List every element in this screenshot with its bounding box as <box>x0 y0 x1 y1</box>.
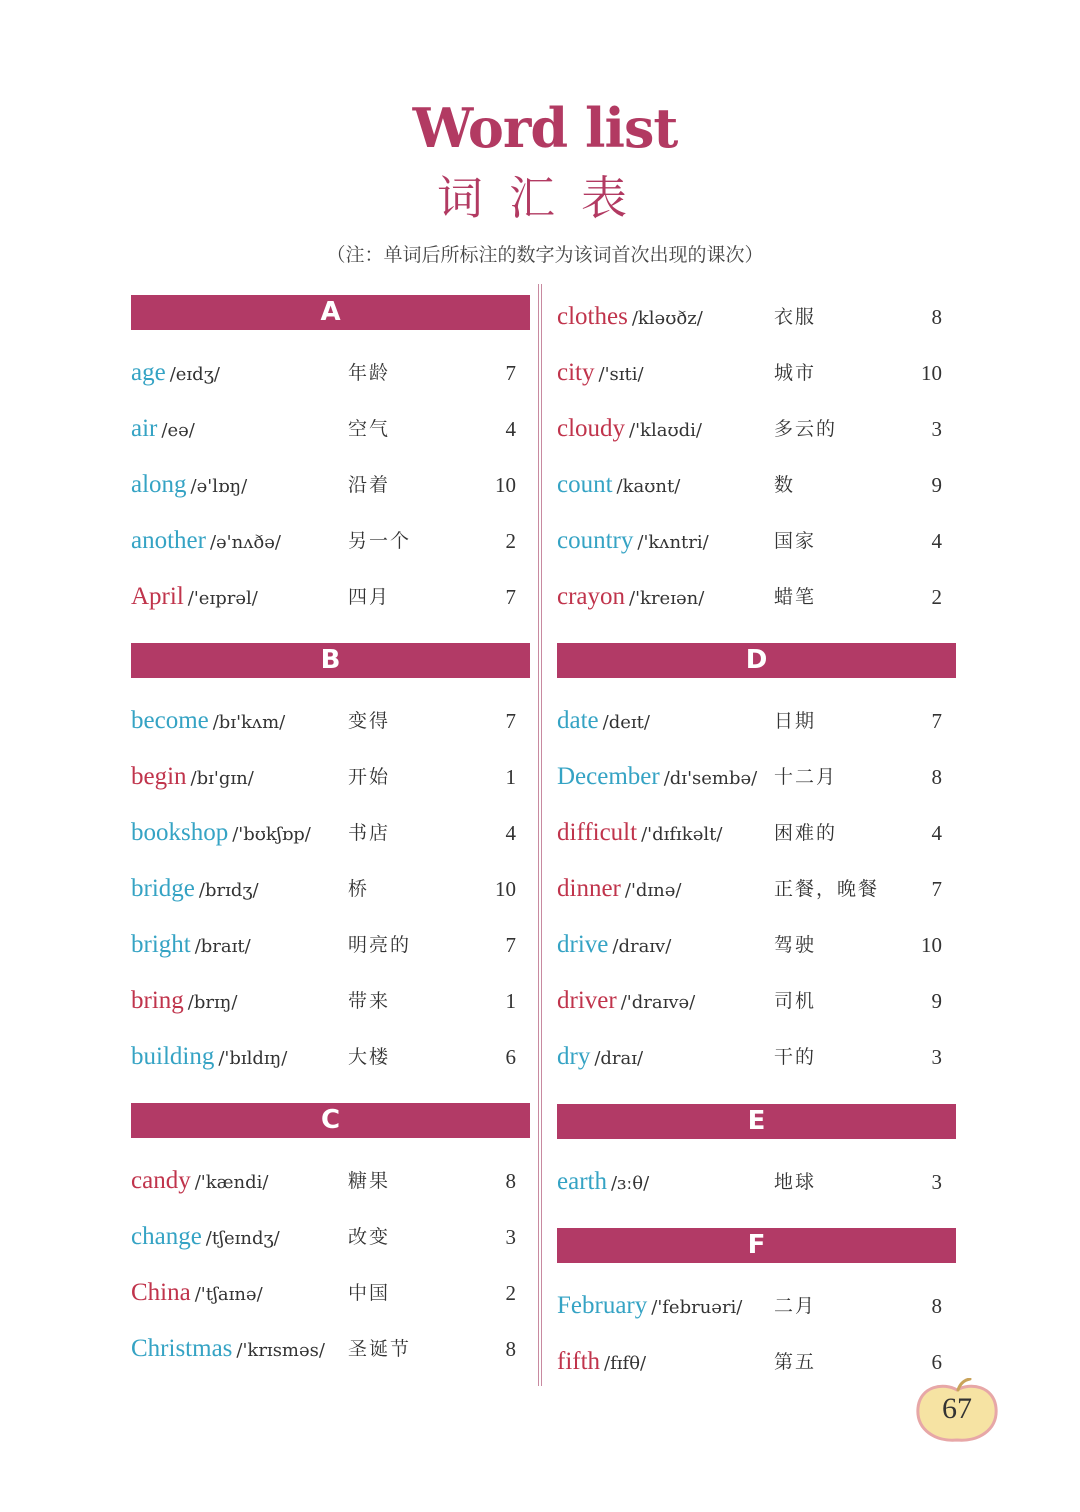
word-chinese: 改变 <box>348 1226 391 1248</box>
word-lesson-number: 8 <box>931 1294 942 1318</box>
word-entry <box>131 409 530 449</box>
word-entry <box>131 1273 530 1313</box>
word-phonetic: /'eɪprəl/ <box>187 588 258 609</box>
word-english: age <box>131 359 166 386</box>
word-chinese: 明亮的 <box>348 934 412 956</box>
word-lesson-number: 9 <box>931 473 942 497</box>
word-english: China <box>131 1279 191 1306</box>
word-entry <box>557 353 956 393</box>
word-phonetic: /kaʊnt/ <box>616 476 681 497</box>
word-lesson-number: 1 <box>505 989 516 1013</box>
word-phonetic: /brɪdʒ/ <box>198 880 259 901</box>
word-english: fifth <box>557 1348 601 1375</box>
word-phonetic: /tʃeɪndʒ/ <box>205 1228 280 1249</box>
word-english: clothes <box>557 303 628 330</box>
word-chinese: 驾驶 <box>774 934 817 956</box>
word-entry <box>131 701 530 741</box>
page-number: 67 <box>942 1392 972 1425</box>
word-entry <box>557 1342 956 1382</box>
page-title-chinese: 词汇表 <box>437 171 653 225</box>
word-lesson-number: 10 <box>921 933 942 957</box>
word-english: bright <box>131 931 191 958</box>
word-phonetic: /eɪdʒ/ <box>169 364 220 385</box>
word-lesson-number: 4 <box>931 529 942 553</box>
word-chinese: 开始 <box>348 766 391 788</box>
word-english: become <box>131 707 209 734</box>
word-phonetic: /'kreɪən/ <box>629 588 705 609</box>
word-lesson-number: 3 <box>931 1170 942 1194</box>
word-phonetic: /'draɪvə/ <box>620 992 696 1013</box>
word-lesson-number: 8 <box>505 1337 516 1361</box>
word-entry <box>131 465 530 505</box>
word-lesson-number: 6 <box>931 1350 942 1374</box>
word-entry <box>557 813 956 853</box>
word-lesson-number: 2 <box>931 585 942 609</box>
word-entry <box>557 1286 956 1326</box>
word-lesson-number: 2 <box>505 529 516 553</box>
word-entry <box>557 409 956 449</box>
word-entry <box>131 1329 530 1369</box>
word-english: bookshop <box>131 819 229 846</box>
word-phonetic: /dɪ'sembə/ <box>663 768 758 789</box>
word-lesson-number: 7 <box>505 709 516 733</box>
column-divider <box>538 284 542 1386</box>
word-phonetic: /bɪ'kʌm/ <box>212 712 286 733</box>
word-phonetic: /'tʃaɪnə/ <box>194 1284 263 1305</box>
word-chinese: 中国 <box>348 1282 391 1304</box>
word-english: drive <box>557 931 609 958</box>
word-english: dinner <box>557 875 621 902</box>
word-chinese: 司机 <box>774 990 817 1012</box>
word-entry <box>131 1217 530 1257</box>
section-header-a: A <box>131 295 530 330</box>
page-note: （注：单词后所标注的数字为该词首次出现的课次） <box>326 244 764 266</box>
word-entry <box>557 869 956 909</box>
word-english: city <box>557 359 595 386</box>
word-phonetic: /brɪŋ/ <box>187 992 238 1013</box>
word-chinese: 第五 <box>774 1351 817 1373</box>
word-entry <box>557 757 956 797</box>
word-english: candy <box>131 1167 191 1194</box>
word-english: dry <box>557 1043 591 1070</box>
word-chinese: 困难的 <box>774 822 838 844</box>
word-entry <box>557 297 956 337</box>
word-lesson-number: 9 <box>931 989 942 1013</box>
word-lesson-number: 10 <box>921 361 942 385</box>
word-lesson-number: 4 <box>931 821 942 845</box>
word-entry <box>131 813 530 853</box>
word-chinese: 地球 <box>774 1171 817 1193</box>
word-english: Christmas <box>131 1335 233 1362</box>
word-lesson-number: 8 <box>505 1169 516 1193</box>
word-entry <box>131 869 530 909</box>
word-lesson-number: 4 <box>505 821 516 845</box>
word-phonetic: /'krɪsməs/ <box>236 1340 325 1361</box>
word-phonetic: /'klaʊdi/ <box>629 420 702 441</box>
word-chinese: 沿着 <box>348 474 391 496</box>
word-entry <box>557 521 956 561</box>
word-chinese: 四月 <box>348 586 391 608</box>
word-english: difficult <box>557 819 638 846</box>
word-chinese: 二月 <box>774 1295 817 1317</box>
word-phonetic: /draɪv/ <box>612 936 672 957</box>
word-chinese: 多云的 <box>774 418 838 440</box>
word-phonetic: /fɪfθ/ <box>604 1353 647 1374</box>
word-phonetic: /ə'nʌðə/ <box>209 532 281 553</box>
word-lesson-number: 10 <box>495 473 516 497</box>
word-english: change <box>131 1223 202 1250</box>
word-entry <box>131 757 530 797</box>
word-lesson-number: 8 <box>931 765 942 789</box>
word-lesson-number: 4 <box>505 417 516 441</box>
word-entry <box>557 701 956 741</box>
word-entry <box>557 577 956 617</box>
word-chinese: 蜡笔 <box>774 586 817 608</box>
word-chinese: 空气 <box>348 418 391 440</box>
word-phonetic: /'sɪti/ <box>598 364 644 385</box>
word-english: country <box>557 527 634 554</box>
section-header-c: C <box>131 1103 530 1138</box>
word-phonetic: /deɪt/ <box>602 712 650 733</box>
word-chinese: 城市 <box>774 362 817 384</box>
word-phonetic: /ə'lɒŋ/ <box>190 476 248 497</box>
page-title-english: Word list <box>412 96 678 160</box>
word-english: count <box>557 471 613 498</box>
word-chinese: 另一个 <box>348 530 412 552</box>
section-header-f: F <box>557 1228 956 1263</box>
word-entry <box>131 1037 530 1077</box>
word-entry <box>131 981 530 1021</box>
word-phonetic: /'bɪldɪŋ/ <box>218 1048 288 1069</box>
word-english: bridge <box>131 875 195 902</box>
word-english: driver <box>557 987 617 1014</box>
word-phonetic: /kləʊðz/ <box>631 308 703 329</box>
word-lesson-number: 7 <box>931 877 942 901</box>
word-lesson-number: 10 <box>495 877 516 901</box>
word-english: building <box>131 1043 215 1070</box>
word-entry <box>131 353 530 393</box>
word-english: air <box>131 415 158 442</box>
word-chinese: 糖果 <box>348 1170 391 1192</box>
word-chinese: 大楼 <box>348 1046 391 1068</box>
word-chinese: 正餐，晚餐 <box>774 878 880 900</box>
word-english: April <box>131 583 184 610</box>
word-entry <box>557 465 956 505</box>
word-lesson-number: 3 <box>931 1045 942 1069</box>
word-phonetic: /'dɪnə/ <box>624 880 682 901</box>
word-chinese: 日期 <box>774 710 817 732</box>
section-header-e: E <box>557 1104 956 1139</box>
word-english: another <box>131 527 206 554</box>
word-lesson-number: 3 <box>931 417 942 441</box>
word-chinese: 年龄 <box>348 362 391 384</box>
word-lesson-number: 1 <box>505 765 516 789</box>
word-phonetic: /'februəri/ <box>651 1297 743 1318</box>
word-english: crayon <box>557 583 626 610</box>
word-entry <box>557 1162 956 1202</box>
word-lesson-number: 8 <box>931 305 942 329</box>
word-phonetic: /'dɪfɪkəlt/ <box>641 824 723 845</box>
word-english: earth <box>557 1168 607 1195</box>
word-phonetic: /'kændi/ <box>194 1172 269 1193</box>
word-english: begin <box>131 763 187 790</box>
word-entry <box>131 577 530 617</box>
word-lesson-number: 7 <box>505 933 516 957</box>
word-english: December <box>557 763 660 790</box>
word-entry <box>131 521 530 561</box>
word-entry <box>131 925 530 965</box>
word-english: bring <box>131 987 184 1014</box>
word-phonetic: /ɜːθ/ <box>610 1173 650 1194</box>
word-phonetic: /'bʊkʃɒp/ <box>232 824 311 845</box>
word-entry <box>557 1037 956 1077</box>
word-chinese: 带来 <box>348 990 391 1012</box>
word-lesson-number: 3 <box>505 1225 516 1249</box>
word-english: cloudy <box>557 415 626 442</box>
word-lesson-number: 7 <box>505 361 516 385</box>
word-chinese: 数 <box>774 474 796 496</box>
word-phonetic: /braɪt/ <box>194 936 251 957</box>
word-lesson-number: 7 <box>931 709 942 733</box>
word-chinese: 国家 <box>774 530 817 552</box>
word-entry <box>557 925 956 965</box>
word-chinese: 十二月 <box>774 766 838 788</box>
word-chinese: 桥 <box>348 878 370 900</box>
word-chinese: 圣诞节 <box>348 1338 412 1360</box>
section-header-d: D <box>557 643 956 678</box>
word-chinese: 干的 <box>774 1046 817 1068</box>
word-entry <box>557 981 956 1021</box>
word-entry <box>131 1161 530 1201</box>
word-english: February <box>557 1292 648 1319</box>
section-header-b: B <box>131 643 530 678</box>
word-phonetic: /eə/ <box>161 420 195 441</box>
word-english: date <box>557 707 599 734</box>
word-phonetic: /draɪ/ <box>594 1048 644 1069</box>
word-lesson-number: 7 <box>505 585 516 609</box>
word-chinese: 变得 <box>348 710 391 732</box>
word-phonetic: /bɪ'gɪn/ <box>190 768 254 789</box>
word-lesson-number: 6 <box>505 1045 516 1069</box>
word-chinese: 衣服 <box>774 306 817 328</box>
word-english: along <box>131 471 187 498</box>
word-lesson-number: 2 <box>505 1281 516 1305</box>
word-phonetic: /'kʌntri/ <box>637 532 709 553</box>
word-chinese: 书店 <box>348 822 391 844</box>
